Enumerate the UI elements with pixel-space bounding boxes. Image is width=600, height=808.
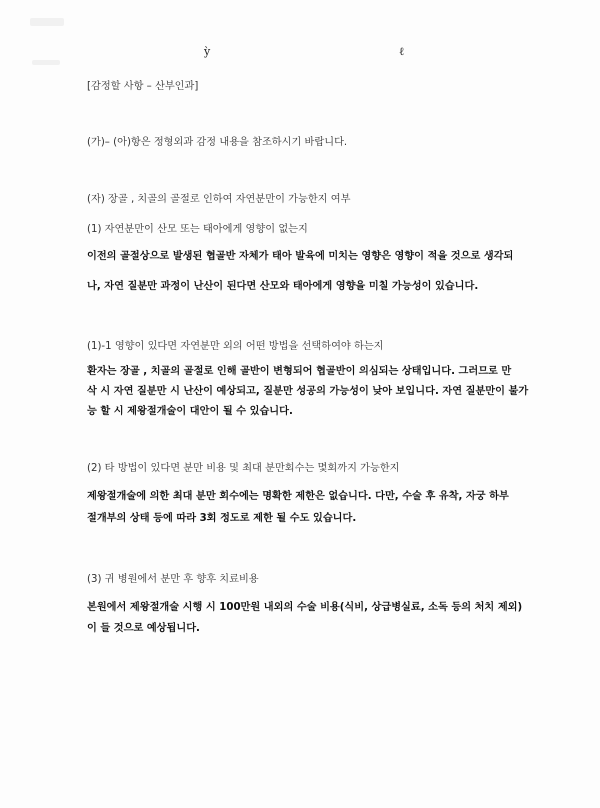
question-1: (1) 자연분만이 산모 또는 태아에게 영향이 없는지 — [87, 224, 308, 235]
answer-1-1-line-2: 삭 시 자연 질분만 시 난산이 예상되고, 질분만 성공의 가능성이 낮아 보입니다. 자연 질분만이 불가 — [87, 386, 529, 397]
document-title: [감정할 사항 – 산부인과] — [87, 81, 199, 92]
answer-3-line-2: 이 들 것으로 예상됩니다. — [87, 623, 200, 634]
scan-smudge — [32, 60, 60, 65]
answer-2-line-1: 제왕절개술에 의한 최대 분만 회수에는 명확한 제한은 없습니다. 다만, 수술 후 유착, 자궁 하부 — [87, 491, 509, 502]
answer-2-line-2: 절개부의 상태 등에 따라 3회 정도로 제한 될 수도 있습니다. — [87, 513, 357, 524]
answer-1-line-2: 나, 자연 질분만 과정이 난산이 된다면 산모와 태아에게 영향을 미칠 가능성이 있습니다. — [87, 281, 479, 292]
question-1-1: (1)-1 영향이 있다면 자연분만 외의 어떤 방법을 선택하여야 하는지 — [87, 341, 384, 352]
answer-1-1-line-1: 환자는 장골 , 치골의 골절로 인해 골반이 변형되어 협골반이 의심되는 상태입니다. 그러므로 만 — [87, 366, 512, 377]
scan-smudge — [30, 18, 64, 26]
scan-mark: ỳ — [204, 45, 211, 58]
question-3: (3) 귀 병원에서 분만 후 향후 치료비용 — [87, 574, 259, 585]
scan-mark: ℓ — [399, 45, 405, 58]
question-2: (2) 타 방법이 있다면 분만 비용 및 최대 분만회수는 몇회까지 가능한지 — [87, 463, 400, 474]
answer-3-line-1: 본원에서 제왕절개술 시행 시 100만원 내외의 수술 비용(식비, 상급병실료, 소독 등의 처치 제외) — [87, 602, 523, 613]
section-ja-heading: (자) 장골 , 치골의 골절로 인하여 자연분만이 가능한지 여부 — [87, 194, 351, 205]
intro-text: (가)– (아)항은 정형외과 감정 내용을 참조하시기 바랍니다. — [87, 137, 348, 148]
answer-1-line-1: 이전의 골절상으로 발생된 협골반 자체가 태아 발육에 미치는 영향은 영향이 적을 것으로 생각되 — [87, 251, 514, 262]
answer-1-1-line-3: 능 할 시 제왕절개술이 대안이 될 수 있습니다. — [87, 406, 293, 417]
